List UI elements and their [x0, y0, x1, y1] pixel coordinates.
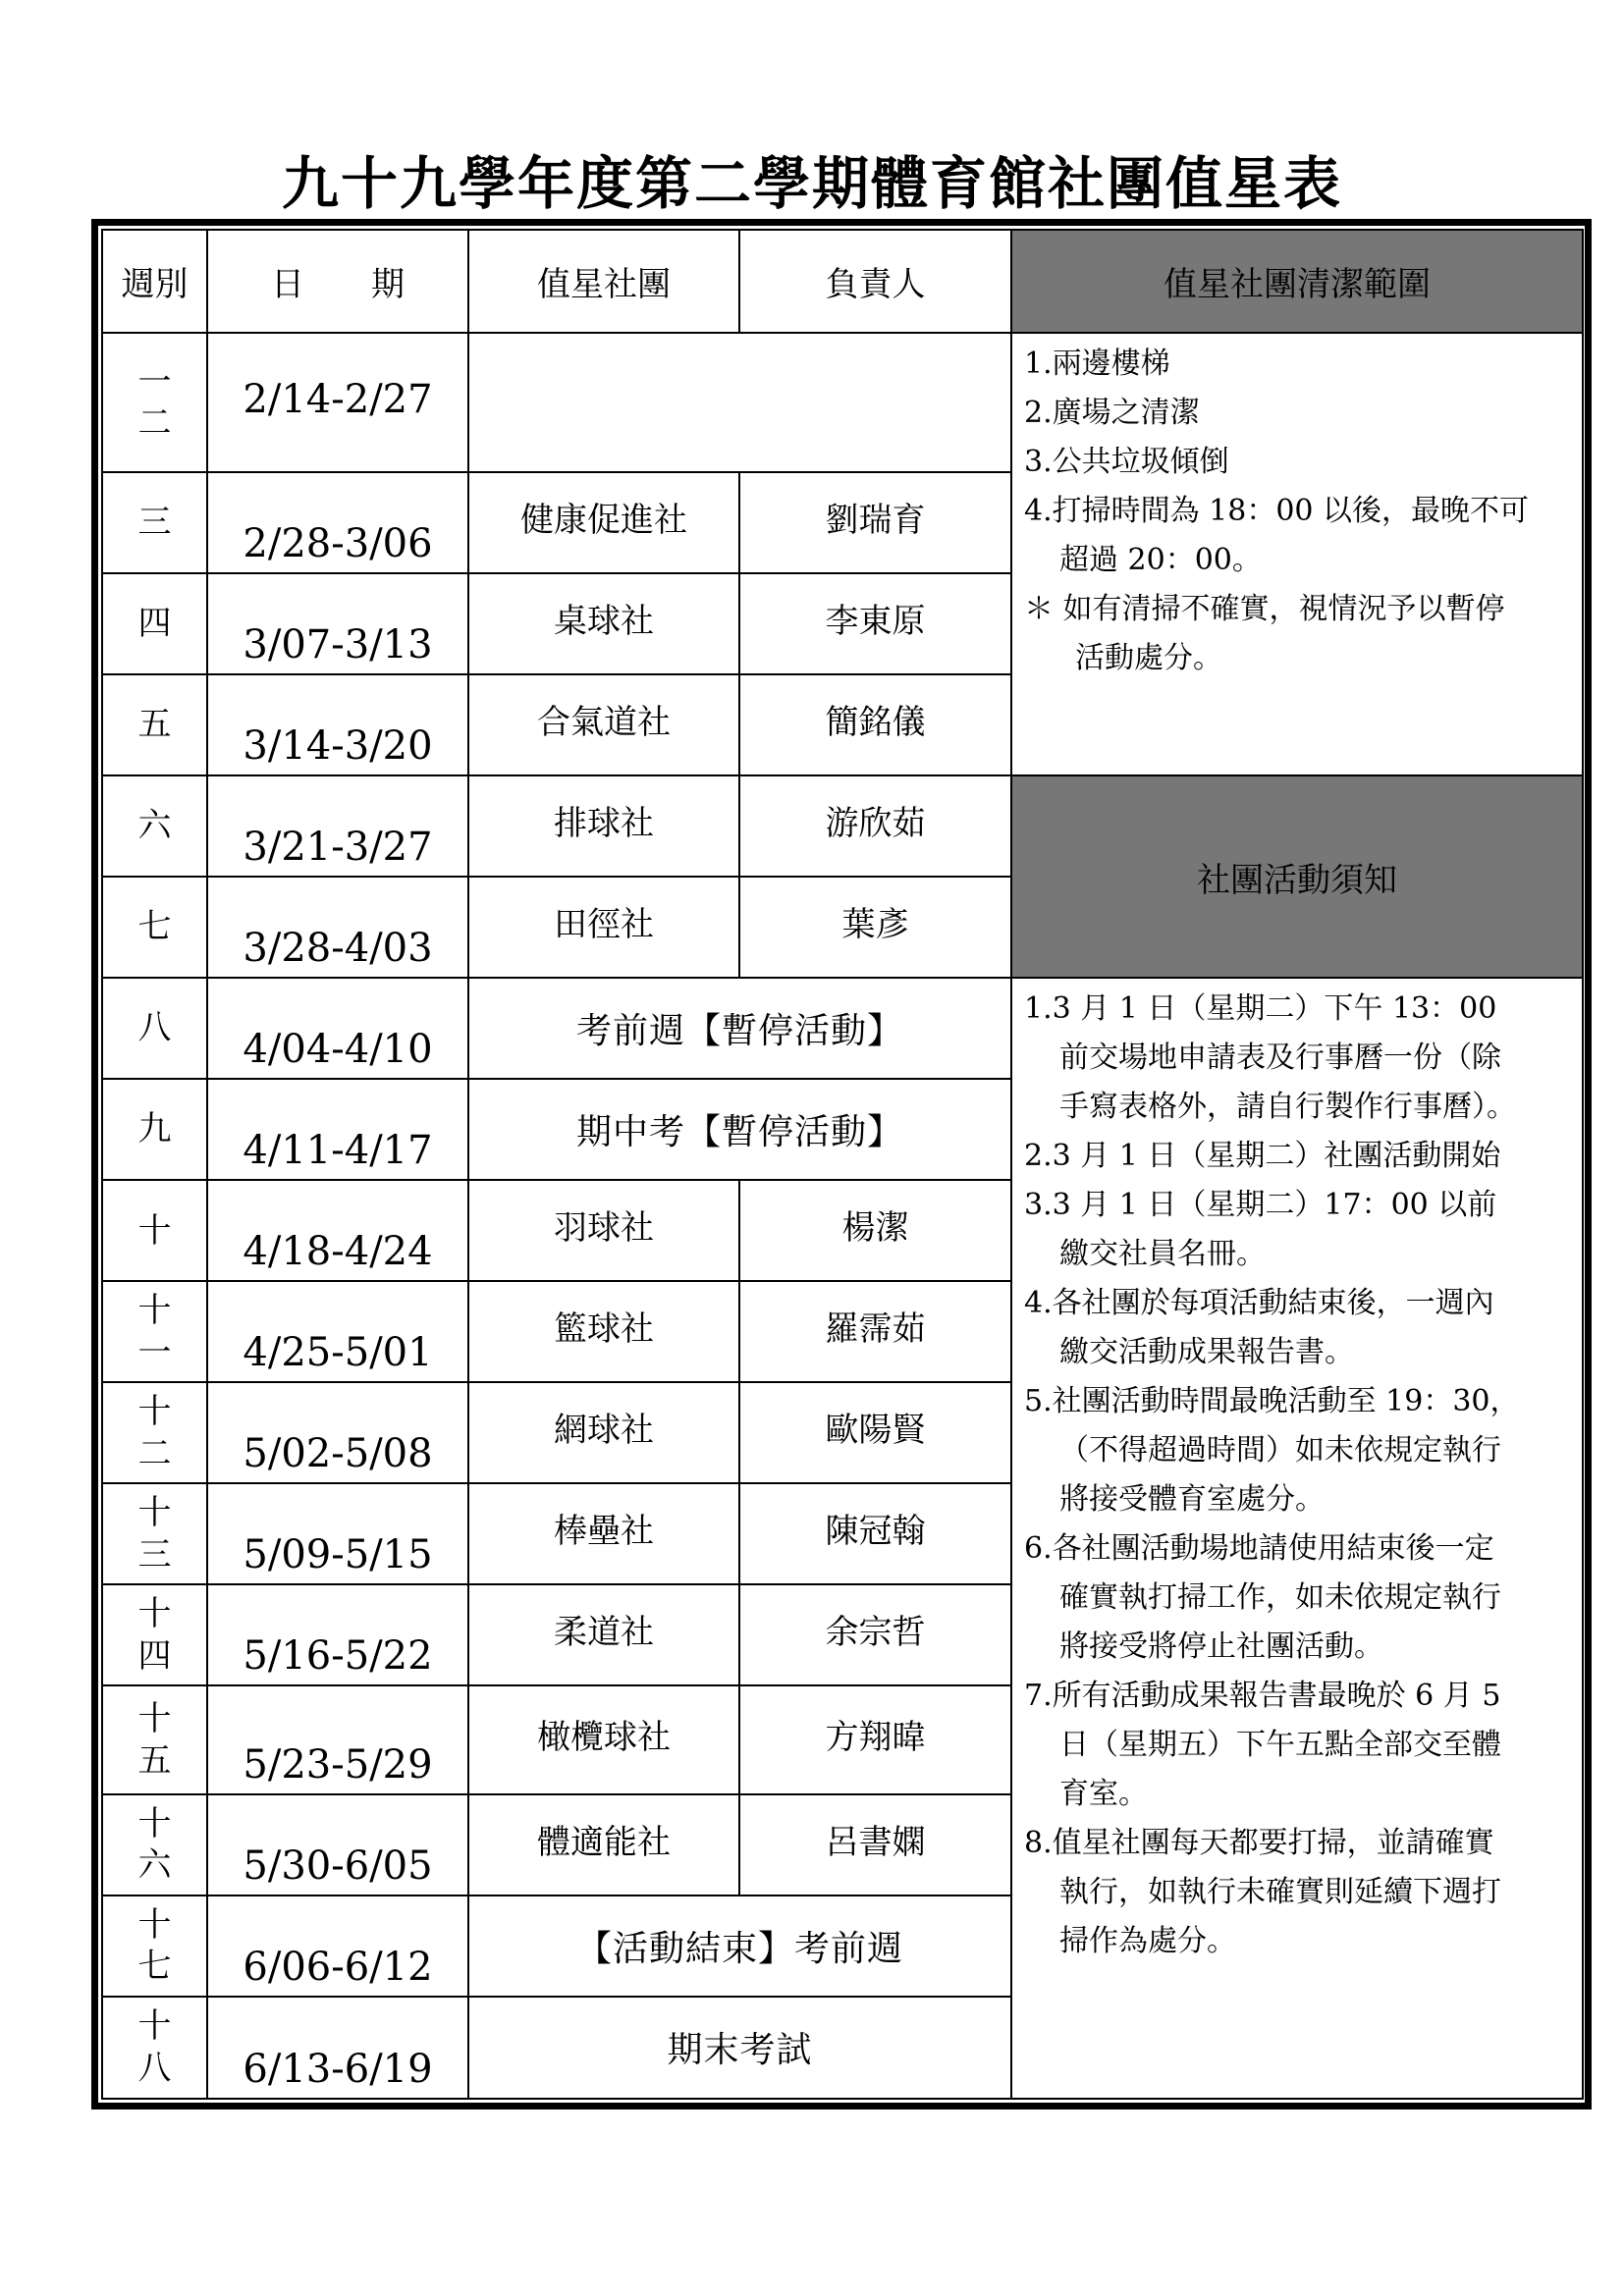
date-cell: 4/04-4/10 — [207, 978, 468, 1079]
date-cell: 5/30-6/05 — [207, 1794, 468, 1896]
header-row — [102, 230, 1583, 333]
club-cell: 健康促進社 — [468, 472, 739, 573]
activity-note: 8.值星社團每天都要打掃，並請確實 — [1024, 1826, 1494, 1861]
date-cell: 4/25-5/01 — [207, 1281, 468, 1382]
club-cell: 網球社 — [468, 1382, 739, 1483]
date-cell: 3/07-3/13 — [207, 573, 468, 674]
week-cell: 十 六 — [102, 1794, 207, 1896]
club-cell: 排球社 — [468, 775, 739, 877]
date-cell: 3/14-3/20 — [207, 674, 468, 775]
club-cell: 合氣道社 — [468, 674, 739, 775]
week-cell: 七 — [102, 877, 207, 978]
date-cell: 5/02-5/08 — [207, 1382, 468, 1483]
suspended-cell: 期中考【暫停活動】 — [468, 1079, 1011, 1180]
club-cell: 棒壘社 — [468, 1483, 739, 1584]
week-cell: 十 二 — [102, 1382, 207, 1483]
date-cell: 6/06-6/12 — [207, 1896, 468, 1997]
week-cell: 八 — [102, 978, 207, 1079]
week-cell: 十 八 — [102, 1997, 207, 2099]
activity-note: 掃作為處分。 — [1059, 1924, 1236, 1959]
club-cell: 籃球社 — [468, 1281, 739, 1382]
date-cell: 2/14-2/27 — [207, 333, 468, 472]
suspended-cell: 考前週【暫停活動】 — [468, 978, 1011, 1079]
week-cell: 十 四 — [102, 1584, 207, 1685]
header-date: 日 期 — [207, 230, 468, 333]
final-exam-cell: 期末考試 — [468, 1997, 1011, 2099]
person-cell: 劉瑞育 — [739, 472, 1011, 573]
week-cell: 十 七 — [102, 1896, 207, 1997]
activity-note: 4.各社團於每項活動結束後，一週內 — [1024, 1286, 1494, 1321]
header-week: 週別 — [102, 230, 207, 333]
person-cell: 葉彥 — [739, 877, 1011, 978]
club-cell: 桌球社 — [468, 573, 739, 674]
week-cell: 三 — [102, 472, 207, 573]
activity-notes — [1011, 978, 1583, 2099]
club-cell-empty — [468, 333, 1011, 472]
week-cell: 十 — [102, 1180, 207, 1281]
activity-note: 前交場地申請表及行事曆一份（除 — [1059, 1041, 1501, 1076]
activity-end-cell: 【活動結束】考前週 — [468, 1896, 1011, 1997]
person-cell: 方翔暐 — [739, 1685, 1011, 1793]
activity-note: 執行，如執行未確實則延續下週打 — [1059, 1875, 1501, 1910]
activity-note: 確實執打掃工作，如未依規定執行 — [1059, 1580, 1501, 1616]
header-person: 負責人 — [739, 230, 1011, 333]
activity-note: 5.社團活動時間最晚活動至 19：30， — [1024, 1384, 1520, 1419]
cleaning-note: 活動處分。 — [1075, 641, 1222, 676]
cleaning-note: 1.兩邊樓梯 — [1024, 347, 1170, 382]
activity-note: 繳交活動成果報告書。 — [1059, 1335, 1354, 1370]
activity-notice-header: 社團活動須知 — [1011, 775, 1583, 978]
date-cell: 2/28-3/06 — [207, 472, 468, 573]
date-cell: 5/23-5/29 — [207, 1685, 468, 1793]
activity-note: 將接受體育室處分。 — [1059, 1482, 1325, 1518]
activity-note: 育室。 — [1059, 1777, 1148, 1812]
page-title: 九十九學年度第二學期體育館社團值星表 — [281, 150, 1342, 217]
week-cell: 九 — [102, 1079, 207, 1180]
cleaning-note: ＊ 如有清掃不確實，視情況予以暫停 — [1024, 592, 1505, 627]
duty-table — [101, 229, 1584, 2100]
date-cell: 5/16-5/22 — [207, 1584, 468, 1685]
cleaning-note: 2.廣場之清潔 — [1024, 396, 1200, 431]
person-cell: 游欣茹 — [739, 775, 1011, 877]
week-cell: 十 五 — [102, 1685, 207, 1793]
date-cell: 4/18-4/24 — [207, 1180, 468, 1281]
person-cell: 呂書嫻 — [739, 1794, 1011, 1896]
header-cleaning-scope: 值星社團清潔範圍 — [1011, 230, 1583, 333]
header-club: 值星社團 — [468, 230, 739, 333]
cleaning-note: 3.公共垃圾傾倒 — [1024, 445, 1229, 480]
cleaning-notes — [1011, 333, 1583, 775]
week-cell: 十 三 — [102, 1483, 207, 1584]
cleaning-note: 超過 20：00。 — [1059, 543, 1262, 578]
person-cell: 余宗哲 — [739, 1584, 1011, 1685]
club-cell: 體適能社 — [468, 1794, 739, 1896]
activity-note: 手寫表格外，請自行製作行事曆）。 — [1059, 1090, 1516, 1125]
activity-note: 2.3 月 1 日（星期二）社團活動開始 — [1024, 1139, 1501, 1174]
club-cell: 橄欖球社 — [468, 1685, 739, 1793]
week-cell: 一 二 — [102, 333, 207, 472]
table-row — [102, 978, 1583, 1079]
week-cell: 六 — [102, 775, 207, 877]
club-cell: 羽球社 — [468, 1180, 739, 1281]
activity-note: 1.3 月 1 日（星期二）下午 13：00 — [1024, 991, 1497, 1027]
date-cell: 4/11-4/17 — [207, 1079, 468, 1180]
activity-note: 7.所有活動成果報告書最晚於 6 月 5 — [1024, 1679, 1501, 1714]
activity-note: 日（星期五）下午五點全部交至體 — [1059, 1728, 1501, 1763]
week-cell: 五 — [102, 674, 207, 775]
week-cell: 四 — [102, 573, 207, 674]
person-cell: 陳冠翰 — [739, 1483, 1011, 1584]
activity-note: （不得超過時間）如未依規定執行 — [1059, 1433, 1501, 1468]
table-row — [102, 333, 1583, 472]
date-cell: 5/09-5/15 — [207, 1483, 468, 1584]
person-cell: 楊潔 — [739, 1180, 1011, 1281]
person-cell: 歐陽賢 — [739, 1382, 1011, 1483]
date-cell: 6/13-6/19 — [207, 1997, 468, 2099]
club-cell: 柔道社 — [468, 1584, 739, 1685]
activity-note: 6.各社團活動場地請使用結束後一定 — [1024, 1531, 1494, 1567]
activity-note: 3.3 月 1 日（星期二）17：00 以前 — [1024, 1188, 1497, 1223]
date-cell: 3/28-4/03 — [207, 877, 468, 978]
cleaning-note: 4.打掃時間為 18：00 以後，最晚不可 — [1024, 494, 1530, 529]
activity-note: 繳交社員名冊。 — [1059, 1237, 1266, 1272]
person-cell: 羅霈茹 — [739, 1281, 1011, 1382]
person-cell: 李東原 — [739, 573, 1011, 674]
club-cell: 田徑社 — [468, 877, 739, 978]
date-cell: 3/21-3/27 — [207, 775, 468, 877]
person-cell: 簡銘儀 — [739, 674, 1011, 775]
table-row — [102, 775, 1583, 877]
activity-note: 將接受將停止社團活動。 — [1059, 1629, 1383, 1665]
week-cell: 十 一 — [102, 1281, 207, 1382]
